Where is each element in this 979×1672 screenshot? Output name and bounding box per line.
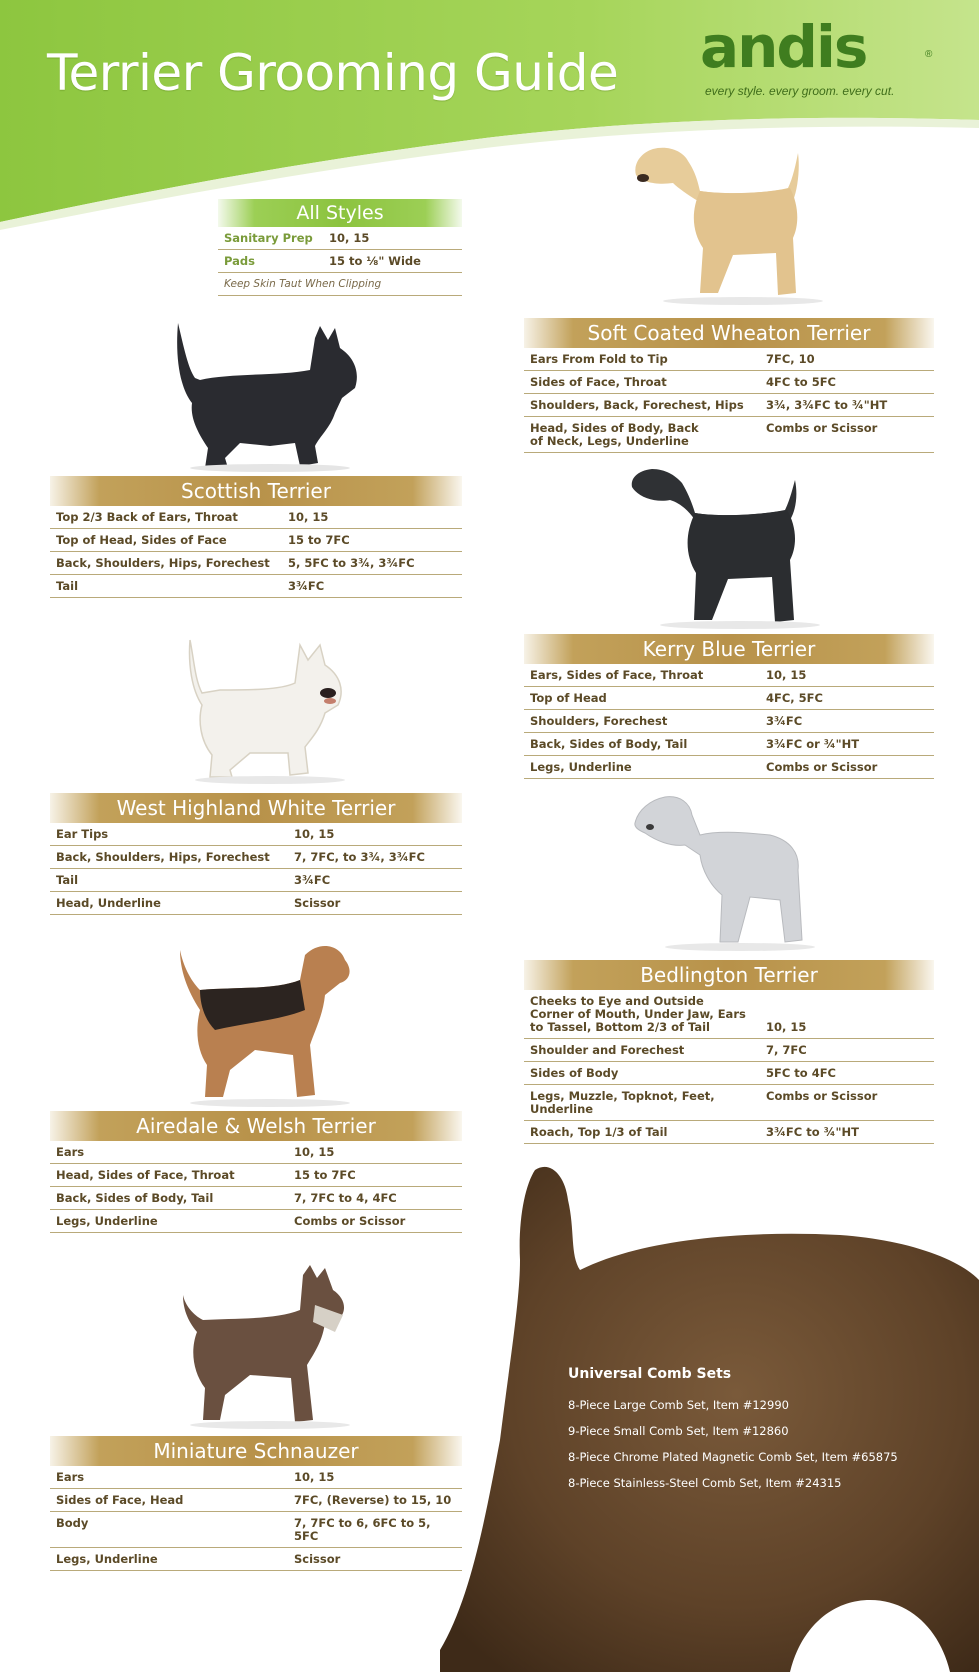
table-row: Legs, Underline Scissor [50,1548,462,1571]
table-row: Legs, Underline Combs or Scissor [50,1210,462,1233]
table-row: Shoulders, Back, Forechest, Hips 3¾, 3¾FC to ¾"HT [524,394,934,417]
table-row: Ear Tips 10, 15 [50,823,462,846]
table-row: Back, Sides of Body, Tail 3¾FC or ¾"HT [524,733,934,756]
scottish-terrier-title: Scottish Terrier [50,476,462,506]
comb-sets-title: Universal Comb Sets [568,1366,732,1382]
table-row: Sides of Body 5FC to 4FC [524,1062,934,1085]
schnauzer-title: Miniature Schnauzer [50,1436,462,1466]
bedlington-table [524,960,934,1144]
table-row: Shoulder and Forechest 7, 7FC [524,1039,934,1062]
table-row: Top of Head, Sides of Face 15 to 7FC [50,529,462,552]
table-row: Ears 10, 15 [50,1141,462,1164]
westie-title: West Highland White Terrier [50,793,462,823]
table-row: Head, Sides of Face, Throat 15 to 7FC [50,1164,462,1187]
table-row: Back, Sides of Body, Tail 7, 7FC to 4, 4FC [50,1187,462,1210]
comb-set-item: 8-Piece Large Comb Set, Item #12990 [568,1398,789,1412]
table-row: Head, Underline Scissor [50,892,462,915]
table-row: Head, Sides of Body, Back of Neck, Legs, Underline Combs or Scissor [524,417,934,453]
brand-tagline: every style. every groom. every cut. [705,84,895,98]
schnauzer-photo [175,1260,365,1430]
brown-coat-closeup [440,1160,979,1672]
table-row: Ears From Fold to Tip 7FC, 10 [524,348,934,371]
comb-set-item: 8-Piece Chrome Plated Magnetic Comb Set, Item #65875 [568,1450,898,1464]
table-row: Legs, Underline Combs or Scissor [524,756,934,779]
registered-mark: ® [925,49,933,60]
table-row: Ears, Sides of Face, Throat 10, 15 [524,664,934,687]
table-row: Sides of Face, Head 7FC, (Reverse) to 15, 10 [50,1489,462,1512]
comb-set-item: 8-Piece Stainless-Steel Comb Set, Item #24315 [568,1476,842,1490]
bedlington-title: Bedlington Terrier [524,960,934,990]
page-title: Terrier Grooming Guide [47,44,619,102]
table-row: Roach, Top 1/3 of Tail 3¾FC to ¾"HT [524,1121,934,1144]
scottish-terrier-photo [170,318,370,473]
scottish-terrier-table [50,476,462,598]
bedlington-photo [630,785,820,955]
table-row: Tail 3¾FC [50,869,462,892]
table-row: Body 7, 7FC to 6, 6FC to 5, 5FC [50,1512,462,1548]
airedale-table [50,1111,462,1233]
table-row: Legs, Muzzle, Topknot, Feet, Underline Combs or Scissor [524,1085,934,1121]
andis-logo: andis [700,13,867,81]
table-row: Ears 10, 15 [50,1466,462,1489]
table-row: Sides of Face, Throat 4FC to 5FC [524,371,934,394]
westie-table [50,793,462,915]
kerry-blue-title: Kerry Blue Terrier [524,634,934,664]
wheaton-table [524,318,934,453]
table-row: Sanitary Prep 10, 15 [218,227,462,250]
table-row: Cheeks to Eye and Outside Corner of Mouth, Under Jaw, Ears to Tassel, Bottom 2/3 of Tail 10, 15 [524,990,934,1039]
westie-photo [180,635,360,785]
table-row: Pads 15 to ⅛" Wide [218,250,462,273]
all-styles-table [218,199,462,296]
kerry-blue-photo [610,465,820,630]
table-row: Back, Shoulders, Hips, Forechest 7, 7FC, to 3¾, 3¾FC [50,846,462,869]
wheaton-title: Soft Coated Wheaton Terrier [524,318,934,348]
wheaton-photo [618,143,828,313]
table-row: Tail 3¾FC [50,575,462,598]
all-styles-title: All Styles [218,199,462,227]
comb-set-item: 9-Piece Small Comb Set, Item #12860 [568,1424,789,1438]
table-row: Top 2/3 Back of Ears, Throat 10, 15 [50,506,462,529]
all-styles-note: Keep Skin Taut When Clipping [218,273,462,296]
airedale-title: Airedale & Welsh Terrier [50,1111,462,1141]
schnauzer-table [50,1436,462,1571]
kerry-blue-table [524,634,934,779]
table-row: Shoulders, Forechest 3¾FC [524,710,934,733]
table-row: Top of Head 4FC, 5FC [524,687,934,710]
table-row: Back, Shoulders, Hips, Forechest 5, 5FC to 3¾, 3¾FC [50,552,462,575]
airedale-photo [175,935,365,1110]
